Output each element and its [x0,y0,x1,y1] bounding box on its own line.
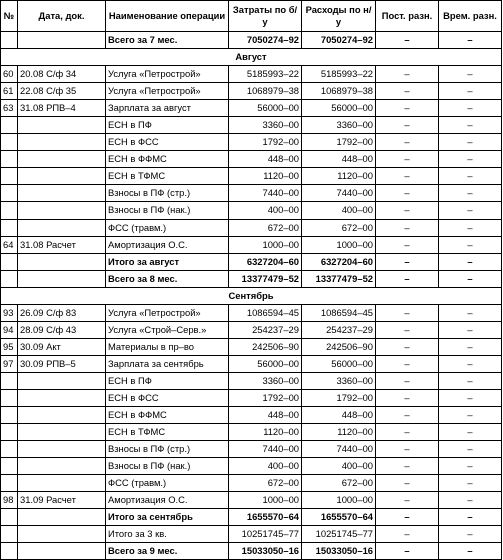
table-row [1,304,502,321]
permanent-difference-cell: – [376,32,439,49]
table-row [1,407,502,424]
tax-expense-cell: 400–00 [302,202,376,219]
table-row [1,355,502,372]
date-document-cell [18,270,106,287]
table-body [1,32,502,560]
operation-name-cell: Взносы в ПФ (стр.) [106,185,229,202]
table-row [1,475,502,492]
temporary-difference-cell: – [439,202,502,219]
operation-name-cell: Итого за сентябрь [106,509,229,526]
permanent-difference-cell: – [376,424,439,441]
tax-expense-cell: 1000–00 [302,492,376,509]
accounting-cost-cell: 1120–00 [229,168,302,185]
tax-expense-cell: 5185993–22 [302,66,376,83]
row-number-cell [1,168,18,185]
row-number-cell [1,475,18,492]
date-document-cell [18,219,106,236]
accounting-cost-cell: 13377479–52 [229,270,302,287]
table-row [1,185,502,202]
temporary-difference-cell: – [439,441,502,458]
date-document-cell [18,151,106,168]
date-document-cell: 30.09 Акт [18,338,106,355]
row-number-cell [1,407,18,424]
row-number-cell: 98 [1,492,18,509]
temporary-difference-cell: – [439,117,502,134]
permanent-difference-cell: – [376,458,439,475]
header-accounting-costs: Затраты по б/у [229,1,302,32]
permanent-difference-cell: – [376,100,439,117]
accounting-cost-cell: 7050274–92 [229,32,302,49]
tax-expense-cell: 448–00 [302,407,376,424]
permanent-difference-cell: – [376,509,439,526]
table-row [1,202,502,219]
date-document-cell: 22.08 С/ф 35 [18,83,106,100]
temporary-difference-cell: – [439,543,502,560]
permanent-difference-cell: – [376,338,439,355]
operation-name-cell: Зарплата за сентябрь [106,355,229,372]
operation-name-cell: Материалы в пр–во [106,338,229,355]
temporary-difference-cell: – [439,236,502,253]
temporary-difference-cell: – [439,321,502,338]
date-document-cell: 28.09 С/ф 43 [18,321,106,338]
accounting-cost-cell: 10251745–77 [229,526,302,543]
date-document-cell [18,441,106,458]
accounting-cost-cell: 242506–90 [229,338,302,355]
temporary-difference-cell: – [439,475,502,492]
operation-name-cell: Взносы в ПФ (нак.) [106,202,229,219]
permanent-difference-cell: – [376,134,439,151]
total-row [1,270,502,287]
date-document-cell [18,253,106,270]
temporary-difference-cell: – [439,424,502,441]
row-number-cell [1,185,18,202]
row-number-cell [1,389,18,406]
permanent-difference-cell: – [376,219,439,236]
table-row [1,100,502,117]
date-document-cell [18,185,106,202]
temporary-difference-cell: – [439,270,502,287]
operation-name-cell: ЕСН в ФФМС [106,407,229,424]
accounting-cost-cell: 15033050–16 [229,543,302,560]
tax-expense-cell: 448–00 [302,151,376,168]
table-row [1,526,502,543]
temporary-difference-cell: – [439,407,502,424]
accounting-cost-cell: 7440–00 [229,185,302,202]
tax-expense-cell: 400–00 [302,458,376,475]
date-document-cell [18,389,106,406]
operation-name-cell: ЕСН в ФСС [106,389,229,406]
row-number-cell [1,543,18,560]
date-document-cell: 31.09 Расчет [18,492,106,509]
temporary-difference-cell: – [439,355,502,372]
temporary-difference-cell: – [439,32,502,49]
permanent-difference-cell: – [376,185,439,202]
temporary-difference-cell: – [439,168,502,185]
permanent-difference-cell: – [376,304,439,321]
tax-expense-cell: 6327204–60 [302,253,376,270]
operation-name-cell: Услуга «Петрострой» [106,66,229,83]
accounting-cost-cell: 6327204–60 [229,253,302,270]
temporary-difference-cell: – [439,219,502,236]
section-title: Август [1,49,502,66]
tax-expense-cell: 672–00 [302,219,376,236]
permanent-difference-cell: – [376,117,439,134]
row-number-cell [1,32,18,49]
tax-expense-cell: 1120–00 [302,424,376,441]
date-document-cell [18,32,106,49]
permanent-difference-cell: – [376,236,439,253]
permanent-difference-cell: – [376,151,439,168]
header-operation-name: Наименование операции [106,1,229,32]
total-row [1,543,502,560]
row-number-cell [1,441,18,458]
temporary-difference-cell: – [439,185,502,202]
accounting-cost-cell: 1120–00 [229,424,302,441]
operation-name-cell: Всего за 9 мес. [106,543,229,560]
tax-expense-cell: 1792–00 [302,134,376,151]
accounting-cost-cell: 3360–00 [229,372,302,389]
operation-name-cell: Взносы в ПФ (стр.) [106,441,229,458]
header-number: № [1,1,18,32]
temporary-difference-cell: – [439,389,502,406]
operation-name-cell: Итого за август [106,253,229,270]
temporary-difference-cell: – [439,100,502,117]
temporary-difference-cell: – [439,304,502,321]
table-row [1,117,502,134]
table-row [1,492,502,509]
operation-name-cell: Услуга «Петрострой» [106,304,229,321]
operation-name-cell: Услуга «Строй–Серв.» [106,321,229,338]
tax-expense-cell: 7440–00 [302,185,376,202]
date-document-cell [18,475,106,492]
row-number-cell: 64 [1,236,18,253]
table-row [1,151,502,168]
operation-name-cell: ФСС (травм.) [106,475,229,492]
date-document-cell [18,526,106,543]
row-number-cell [1,151,18,168]
row-number-cell [1,526,18,543]
tax-expense-cell: 1120–00 [302,168,376,185]
table-row [1,389,502,406]
tax-expense-cell: 1086594–45 [302,304,376,321]
accounting-cost-cell: 1000–00 [229,492,302,509]
temporary-difference-cell: – [439,372,502,389]
permanent-difference-cell: – [376,202,439,219]
table-row [1,458,502,475]
date-document-cell [18,543,106,560]
table-row [1,236,502,253]
row-number-cell: 97 [1,355,18,372]
tax-expense-cell: 15033050–16 [302,543,376,560]
table-row [1,372,502,389]
row-number-cell [1,134,18,151]
table-row [1,338,502,355]
date-document-cell: 20.08 С/ф 34 [18,66,106,83]
total-row [1,509,502,526]
row-number-cell: 95 [1,338,18,355]
header-date-document: Дата, док. [18,1,106,32]
operation-name-cell: ЕСН в ПФ [106,372,229,389]
table-row [1,134,502,151]
permanent-difference-cell: – [376,389,439,406]
tax-expense-cell: 3360–00 [302,372,376,389]
temporary-difference-cell: – [439,66,502,83]
row-number-cell: 61 [1,83,18,100]
date-document-cell [18,509,106,526]
date-document-cell [18,134,106,151]
permanent-difference-cell: – [376,253,439,270]
operation-name-cell: Услуга «Петрострой» [106,83,229,100]
table-row [1,219,502,236]
total-row [1,32,502,49]
tax-expense-cell: 1000–00 [302,236,376,253]
permanent-difference-cell: – [376,168,439,185]
accounting-cost-cell: 672–00 [229,475,302,492]
accounting-cost-cell: 1655570–64 [229,509,302,526]
row-number-cell [1,202,18,219]
tax-expense-cell: 1655570–64 [302,509,376,526]
operation-name-cell: Амортизация О.С. [106,236,229,253]
row-number-cell [1,372,18,389]
accounting-cost-cell: 672–00 [229,219,302,236]
header-tax-expenses: Расходы по н/у [302,1,376,32]
date-document-cell [18,117,106,134]
date-document-cell [18,168,106,185]
operation-name-cell: ЕСН в ТФМС [106,424,229,441]
date-document-cell: 31.08 Расчет [18,236,106,253]
tax-expense-cell: 3360–00 [302,117,376,134]
accounting-cost-cell: 7440–00 [229,441,302,458]
row-number-cell: 94 [1,321,18,338]
permanent-difference-cell: – [376,66,439,83]
tax-expense-cell: 7440–00 [302,441,376,458]
accounting-cost-cell: 448–00 [229,407,302,424]
accounting-cost-cell: 400–00 [229,202,302,219]
table-row [1,321,502,338]
accounting-cost-cell: 1000–00 [229,236,302,253]
permanent-difference-cell: – [376,407,439,424]
row-number-cell [1,117,18,134]
accounting-cost-cell: 400–00 [229,458,302,475]
tax-expense-cell: 7050274–92 [302,32,376,49]
permanent-difference-cell: – [376,543,439,560]
permanent-difference-cell: – [376,355,439,372]
header-temporary-difference: Врем. разн. [439,1,502,32]
operation-name-cell: ЕСН в ФФМС [106,151,229,168]
permanent-difference-cell: – [376,441,439,458]
date-document-cell: 31.08 РПВ–4 [18,100,106,117]
row-number-cell: 63 [1,100,18,117]
tax-expense-cell: 1792–00 [302,389,376,406]
row-number-cell [1,219,18,236]
tax-expense-cell: 672–00 [302,475,376,492]
permanent-difference-cell: – [376,492,439,509]
operation-name-cell: Амортизация О.С. [106,492,229,509]
permanent-difference-cell: – [376,372,439,389]
temporary-difference-cell: – [439,509,502,526]
operation-name-cell: Взносы в ПФ (нак.) [106,458,229,475]
date-document-cell [18,372,106,389]
tax-expense-cell: 242506–90 [302,338,376,355]
operation-name-cell: Всего за 7 мес. [106,32,229,49]
table-header-row [1,1,502,32]
tax-expense-cell: 56000–00 [302,100,376,117]
temporary-difference-cell: – [439,83,502,100]
row-number-cell: 93 [1,304,18,321]
tax-expense-cell: 254237–29 [302,321,376,338]
operation-name-cell: ФСС (травм.) [106,219,229,236]
accounting-cost-cell: 1068979–38 [229,83,302,100]
permanent-difference-cell: – [376,321,439,338]
operation-name-cell: Всего за 8 мес. [106,270,229,287]
temporary-difference-cell: – [439,134,502,151]
date-document-cell [18,424,106,441]
permanent-difference-cell: – [376,83,439,100]
temporary-difference-cell: – [439,458,502,475]
row-number-cell [1,253,18,270]
operation-name-cell: ЕСН в ТФМС [106,168,229,185]
tax-expense-cell: 56000–00 [302,355,376,372]
operation-name-cell: ЕСН в ПФ [106,117,229,134]
accounting-cost-cell: 56000–00 [229,100,302,117]
date-document-cell: 26.09 С/ф 83 [18,304,106,321]
date-document-cell: 30.09 РПВ–5 [18,355,106,372]
table-row [1,83,502,100]
accounting-cost-cell: 1792–00 [229,389,302,406]
section-header-row [1,287,502,304]
accounting-cost-cell: 3360–00 [229,117,302,134]
date-document-cell [18,458,106,475]
temporary-difference-cell: – [439,338,502,355]
row-number-cell: 60 [1,66,18,83]
tax-expense-cell: 10251745–77 [302,526,376,543]
permanent-difference-cell: – [376,526,439,543]
table-row [1,168,502,185]
total-row [1,253,502,270]
date-document-cell [18,202,106,219]
tax-expense-cell: 1068979–38 [302,83,376,100]
operation-name-cell: ЕСН в ФСС [106,134,229,151]
permanent-difference-cell: – [376,270,439,287]
table-row [1,441,502,458]
accounting-cost-cell: 1086594–45 [229,304,302,321]
section-header-row [1,49,502,66]
row-number-cell [1,424,18,441]
accounting-cost-cell: 56000–00 [229,355,302,372]
temporary-difference-cell: – [439,253,502,270]
table-row [1,66,502,83]
section-title: Сентябрь [1,287,502,304]
row-number-cell [1,270,18,287]
accounting-cost-cell: 448–00 [229,151,302,168]
tax-expense-cell: 13377479–52 [302,270,376,287]
date-document-cell [18,407,106,424]
row-number-cell [1,509,18,526]
accounting-cost-cell: 254237–29 [229,321,302,338]
accounting-cost-cell: 1792–00 [229,134,302,151]
operation-name-cell: Зарплата за август [106,100,229,117]
temporary-difference-cell: – [439,492,502,509]
row-number-cell [1,458,18,475]
table-row [1,424,502,441]
header-permanent-difference: Пост. разн. [376,1,439,32]
operation-name-cell: Итого за 3 кв. [106,526,229,543]
accounting-cost-cell: 5185993–22 [229,66,302,83]
temporary-difference-cell: – [439,526,502,543]
temporary-difference-cell: – [439,151,502,168]
permanent-difference-cell: – [376,475,439,492]
